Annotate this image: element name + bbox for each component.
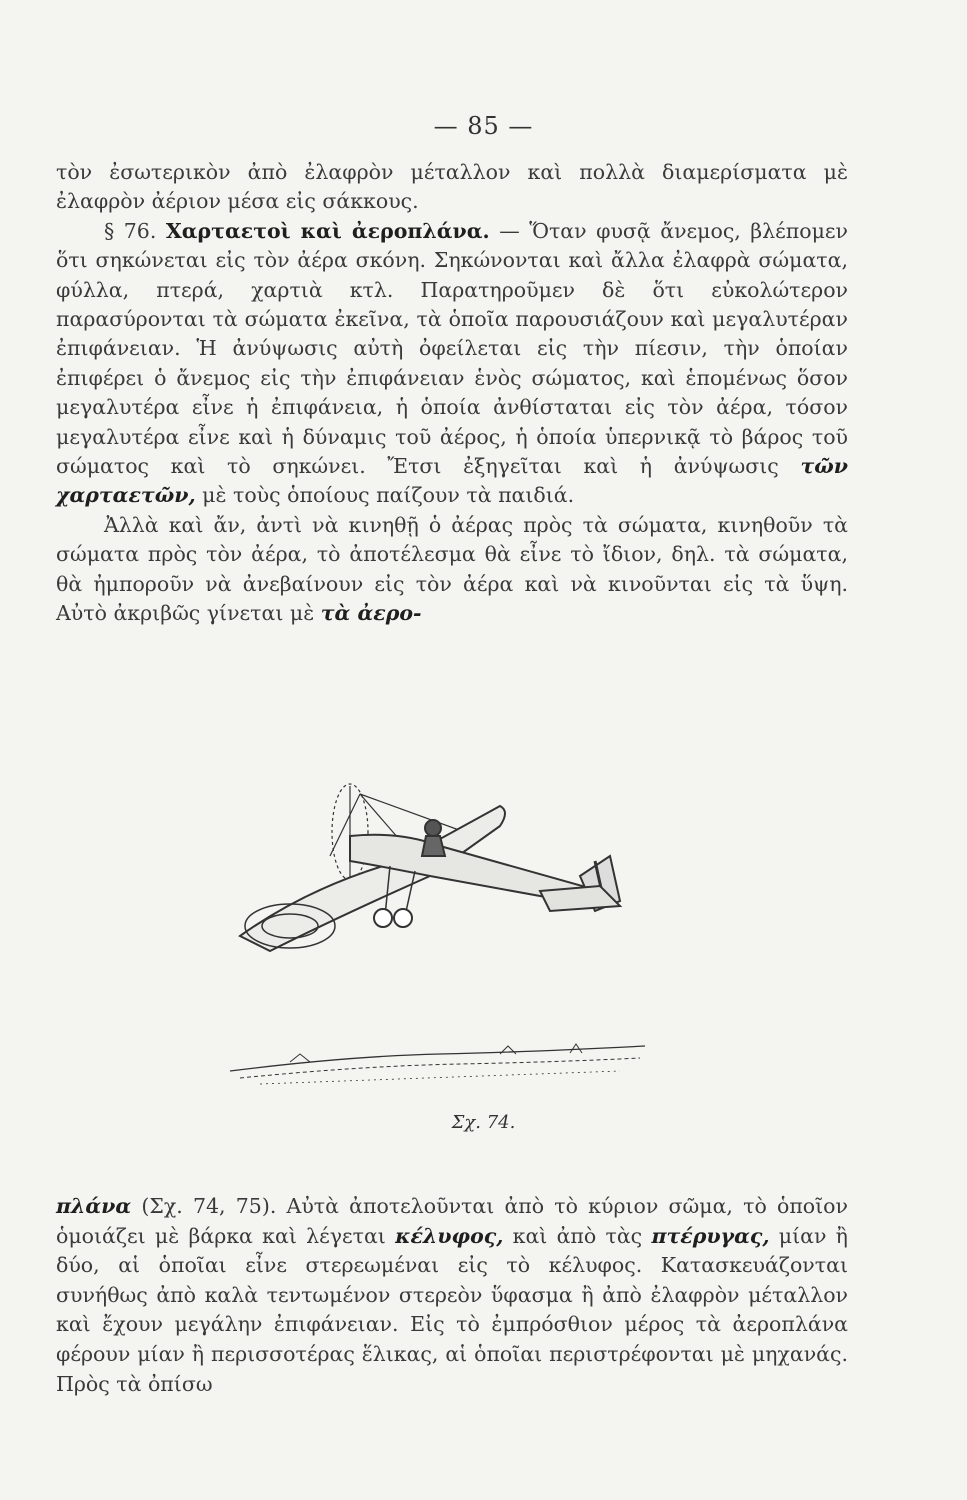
top-text-block	[56, 158, 848, 629]
bottom-text-block	[56, 1192, 848, 1399]
paragraph-text: καὶ ἀπὸ τὰς	[512, 1223, 643, 1248]
section-heading: Χαρταετοὶ καὶ ἀεροπλάνα.	[165, 218, 490, 243]
emphasis-kites: τῶν χαρταετῶν,	[56, 454, 848, 508]
paragraph-airplanes-intro	[56, 511, 848, 629]
airplane-drawing	[200, 766, 670, 1126]
page-number: — 85 —	[433, 112, 534, 140]
paragraph-text: — Ὅταν φυσᾷ ἄνεμος, βλέπομεν ὅτι σηκώνεται εἰς τὸν ἀέρα σκόνη. Σηκώνονται καὶ ἄλλα ἐλαφρὰ σώματα, φύλλα, πτερά, χαρτιὰ κτλ. Παρατηροῦμεν δὲ ὅτι εὐκολώτερον παρασύρονται τὰ σώματα ἐκεῖνα, τὰ ὁποῖα παρουσιάζουν καὶ μεγαλυτέραν ἐπιφάνειαν. Ἡ ἀνύψωσις αὐτὴ ὀφείλεται εἰς τὴν πίεσιν, τὴν ὁποίαν ἐπιφέρει ὁ ἄνεμος εἰς τὴν ἐπιφάνειαν ἑνὸς σώματος, καὶ ἑπομένως ὅσον μεγαλυτέρα εἶνε ἡ ἐπιφάνεια, ἡ ὁποία ἀνθίσταται εἰς τὸν ἀέρα, τόσον μεγαλυτέρα εἶνε καὶ ἡ δύναμις τοῦ ἀέρος, ἡ ὁποία ὑπερνικᾷ τὸ βάρος τοῦ σώματος καὶ τὸ σηκώνει. Ἔτσι ἐξηγεῖται καὶ ἡ ἀνύψωσις	[56, 218, 848, 479]
paragraph-text: μὲ τοὺς ὁποίους παίζουν τὰ παιδιά.	[202, 483, 575, 508]
section-number: § 76.	[104, 218, 157, 243]
paragraph-airplanes-description	[56, 1192, 848, 1399]
paragraph-text: (Σχ. 74, 75). Αὐτὰ ἀποτελοῦνται ἀπὸ τὸ κύριον σῶμα, τὸ ὁποῖον ὁμοιάζει μὲ βάρκα καὶ λέγεται	[56, 1194, 848, 1248]
paragraph-text: μίαν ἢ δύο, αἱ ὁποῖαι εἶνε στερεωμέναι εἰς τὸ κέλυφος. Κατασκευάζονται συνήθως ἀπὸ καλὰ τεντωμένον στερεὸν ὕφασμα ἢ ἀπὸ ἐλαφρὸν μέταλλον καὶ ἔχουν μεγάλην ἐπιφάνειαν. Εἰς τὸ ἐμπρόσθιον μέρος τὰ ἀεροπλάνα φέρουν μίαν ἢ περισσοτέρας ἕλικας, αἱ ὁποῖαι περιστρέφονται μὲ μηχανάς. Πρὸς τὰ ὀπίσω	[56, 1223, 848, 1396]
emphasis-airplanes: τὰ ἀερο-	[320, 601, 422, 626]
paragraph-section-76	[56, 217, 848, 511]
paragraph-text: Ἀλλὰ καὶ ἄν, ἀντὶ νὰ κινηθῇ ὁ ἀέρας πρὸς τὰ σώματα, κινηθοῦν τὰ σώματα πρὸς τὸν ἀέρα, τὸ ἀποτέλεσμα θὰ εἶνε τὸ ἴδιον, δηλ. τὰ σώματα, θὰ ἠμποροῦν νὰ ἀνεβαίνουν εἰς τὸν ἀέρα καὶ νὰ κινοῦνται εἰς τὰ ὕψη. Αὐτὸ ἀκριβῶς γίνεται μὲ	[56, 512, 848, 626]
airplane-illustration	[200, 766, 670, 1126]
emphasis-wings: πτέρυγας,	[651, 1223, 770, 1248]
paragraph-continuation: τὸν ἐσωτερικὸν ἀπὸ ἐλαφρὸν μέταλλον καὶ πολλὰ διαμερίσματα μὲ ἐλαφρὸν ἀέριον μέσα εἰς σάκκους.	[56, 160, 848, 214]
emphasis-fuselage: κέλυφος,	[395, 1223, 504, 1248]
figure-caption: Σχ. 74.	[451, 1112, 516, 1133]
emphasis-plana: πλάνα	[56, 1194, 132, 1218]
